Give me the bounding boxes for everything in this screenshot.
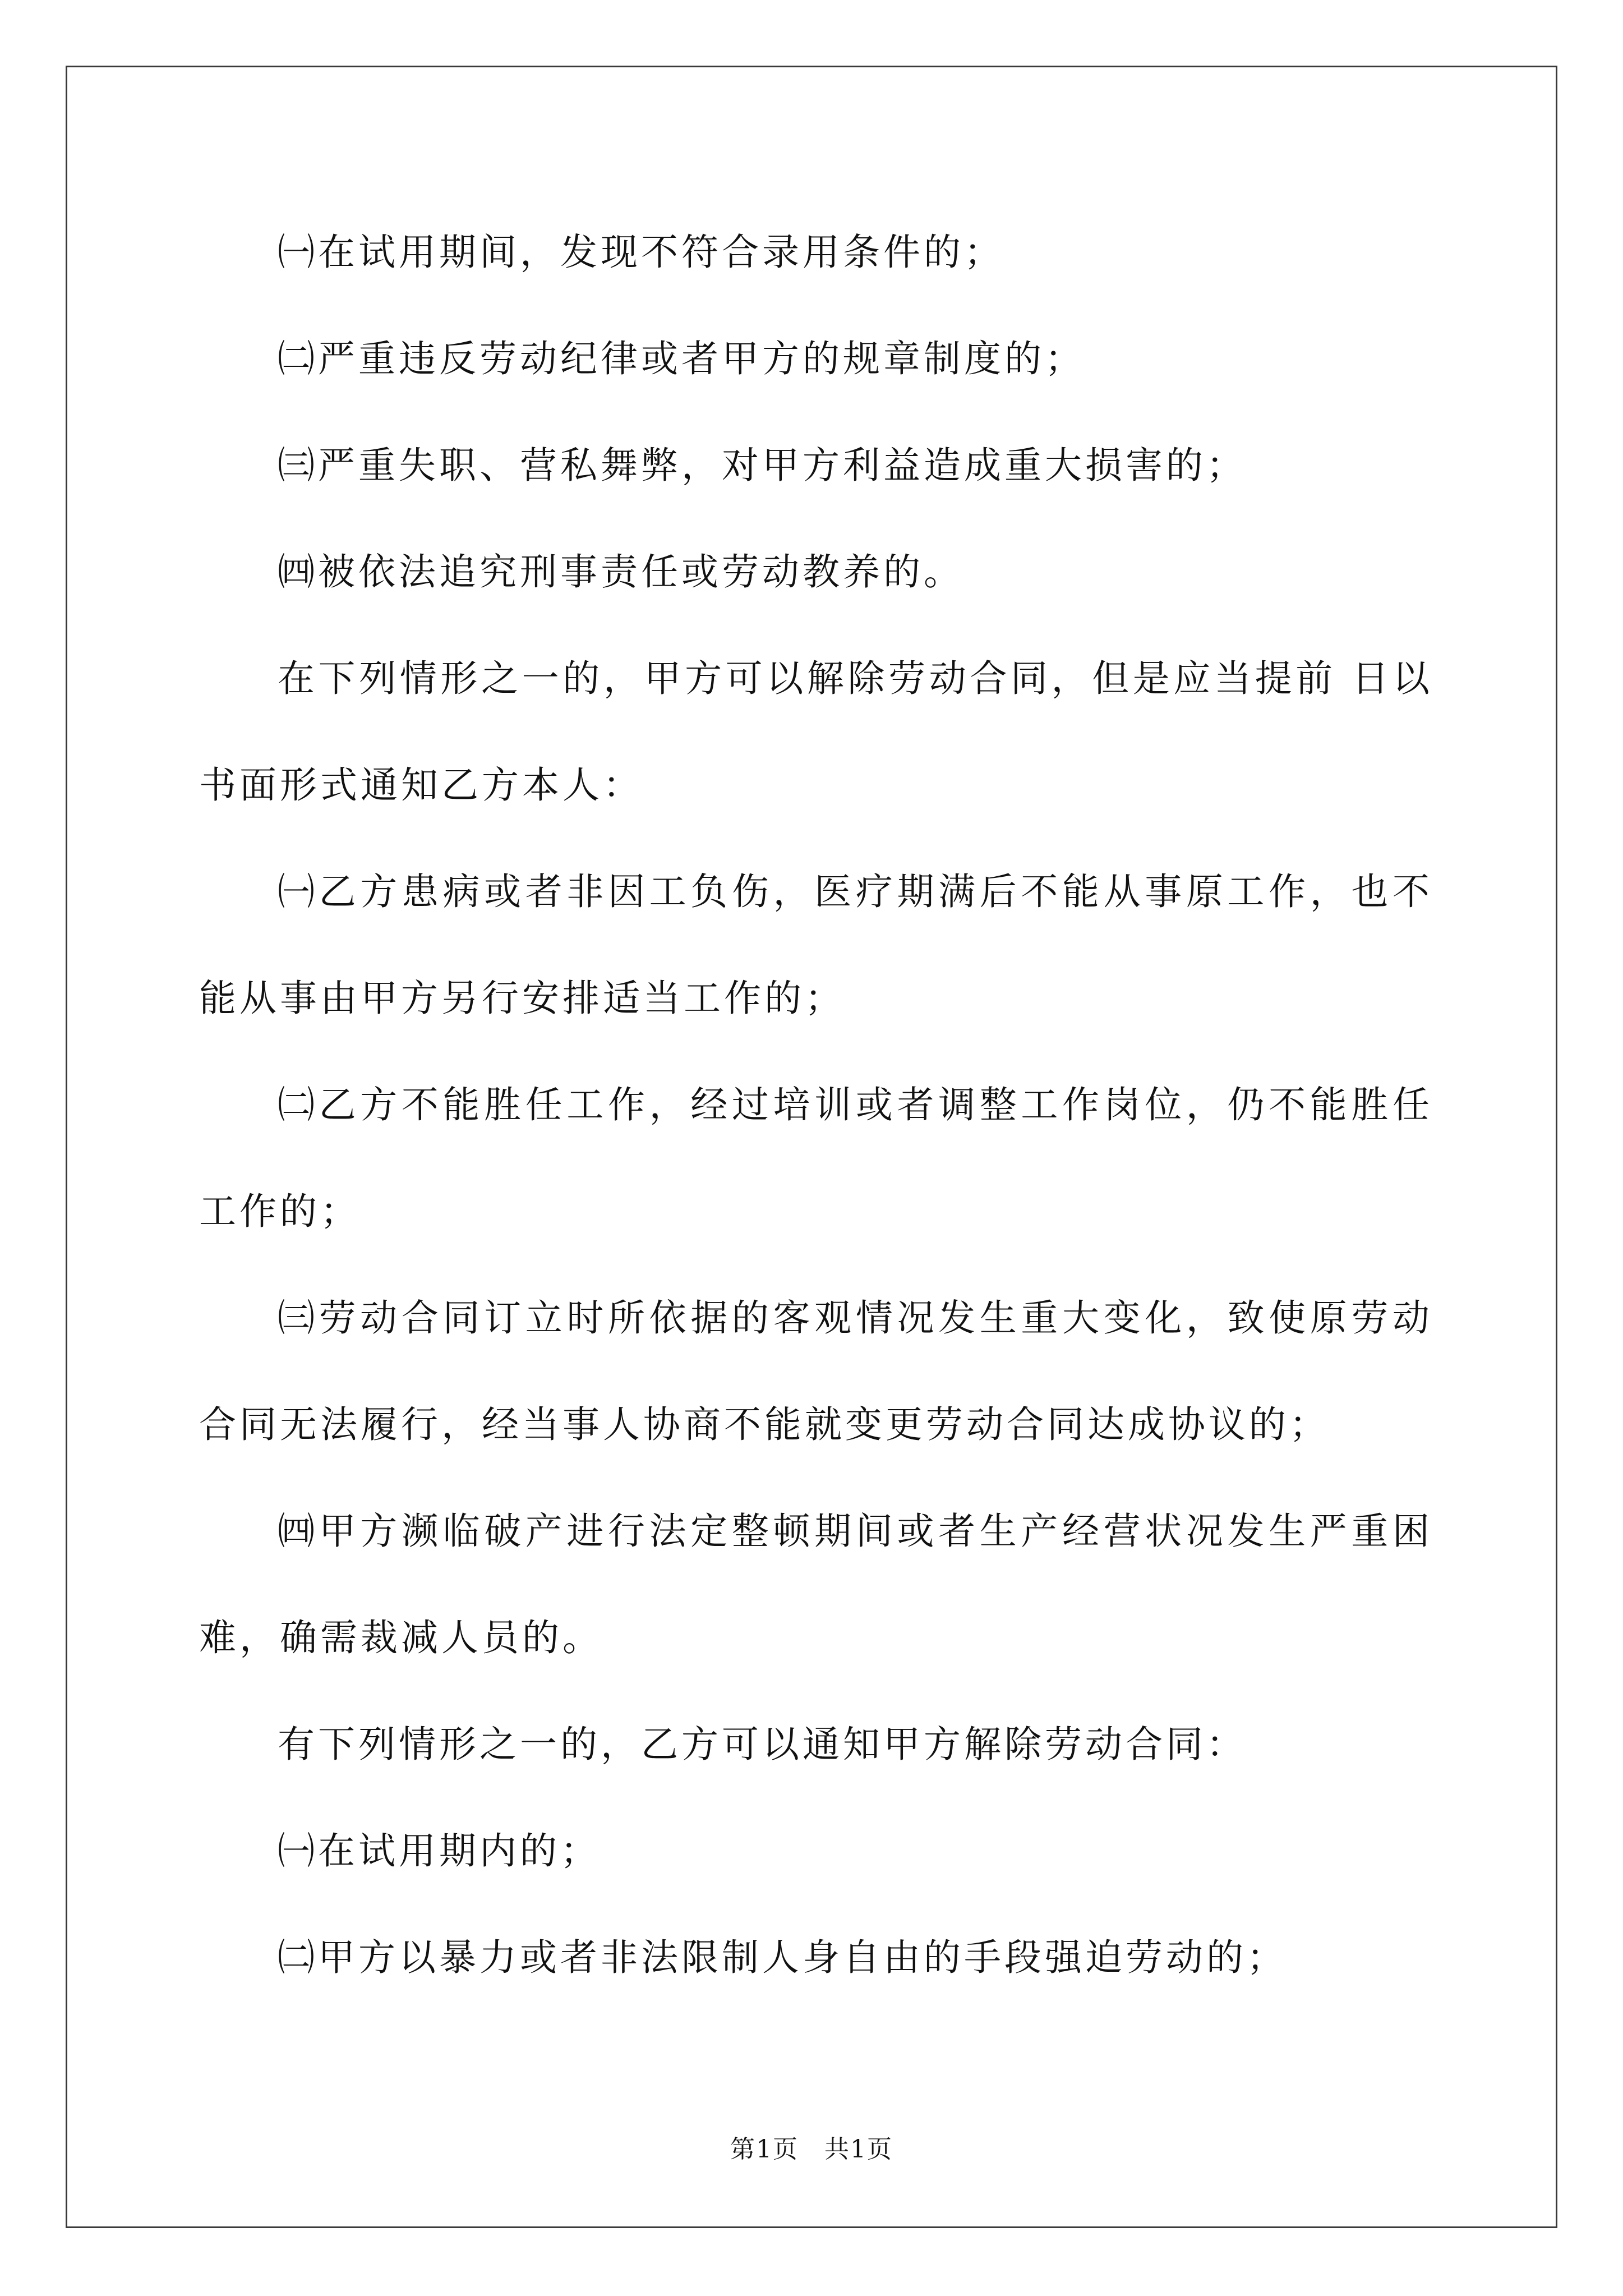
paragraph-3: ㈢严重失职、营私舞弊，对甲方利益造成重大损害的； [278,444,1247,487]
paragraph-8: ㈢劳动合同订立时所依据的客观情况发生重大变化，致使原劳动合同无法履行，经当事人协商不能就变更劳动合同达成协议的； [199,1296,1433,1446]
paragraph-2: ㈡严重违反劳动纪律或者甲方的规章制度的； [278,337,1085,380]
paragraph-1: ㈠在试用期间，发现不符合录用条件的； [278,231,1004,274]
paragraph-12: ㈡甲方以暴力或者非法限制人身自由的手段强迫劳动的； [278,1936,1287,1979]
paragraph-5: 在下列情形之一的，甲方可以解除劳动合同，但是应当提前 日以书面形式通知乙方本人： [199,657,1433,807]
paragraph-10: 有下列情形之一的，乙方可以通知甲方解除劳动合同： [278,1723,1247,1766]
paragraph-6: ㈠乙方患病或者非因工负伤，医疗期满后不能从事原工作，也不能从事由甲方另行安排适当工作的； [199,870,1433,1020]
paragraph-11: ㈠在试用期内的； [278,1829,601,1872]
paragraph-9: ㈣甲方濒临破产进行法定整顿期间或者生产经营状况发生严重困难，确需裁减人员的。 [199,1510,1433,1659]
page-number-footer: 第1页 共1页 [730,2135,893,2164]
paragraph-4: ㈣被依法追究刑事责任或劳动教养的。 [278,550,964,593]
paragraph-7: ㈡乙方不能胜任工作，经过培训或者调整工作岗位，仍不能胜任工作的； [199,1083,1433,1233]
